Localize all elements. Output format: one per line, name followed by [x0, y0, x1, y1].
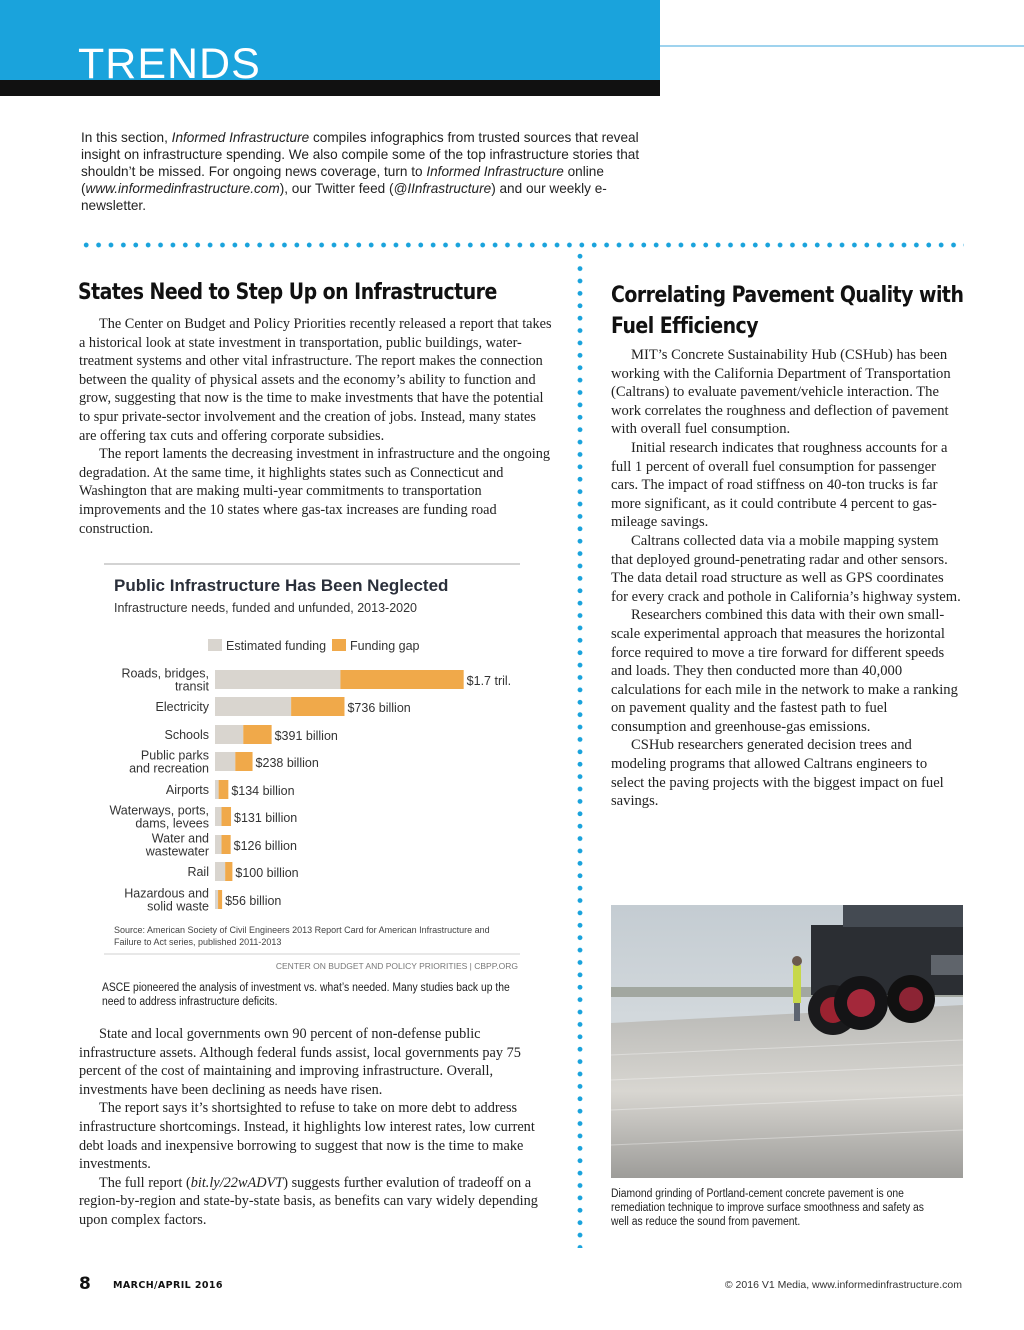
headline-line-2: Fuel Efficiency: [611, 314, 759, 339]
intro-text-3: online (: [81, 164, 604, 196]
bar-estimated-funding: [215, 697, 291, 716]
bar-estimated-funding: [215, 862, 225, 881]
copyright-notice: © 2016 V1 Media, www.informedinfrastructure.com: [724, 1279, 962, 1291]
body-paragraph: [79, 1174, 552, 1230]
bar-funding-gap: [235, 752, 252, 771]
bar-funding-gap: [218, 890, 222, 909]
chart-subtitle: Infrastructure needs, funded and unfunded, 2013-2020: [114, 601, 418, 615]
bar-funding-gap: [243, 725, 271, 744]
category-label: Schools: [164, 728, 209, 742]
chart-credit: CENTER ON BUDGET AND POLICY PRIORITIES | CBPP.ORG: [275, 961, 518, 971]
bar-value-label: $126 billion: [233, 839, 297, 853]
paragraph-text: ) suggests further evalution of tradeoff on a region-by-region and state-by-state basis, as benefits can vary widely depending upon complex factors.: [79, 1174, 538, 1228]
body-paragraph: Caltrans collected data via a mobile mapping system that deployed ground-penetrating radar and other sensors. The data detail road structure as well as GPS coordinates for every crack and pothole in California’s highway system.: [611, 532, 961, 605]
bar-estimated-funding: [215, 807, 222, 826]
photo-illustration: [611, 905, 963, 1178]
category-label: Rail: [187, 865, 209, 879]
chart-source: Source: American Society of Civil Engineers 2013 Report Card for American Infrastructure and: [114, 925, 490, 935]
chart-caption: ASCE pioneered the analysis of investment vs. what’s needed. Many studies back up the need to address infrastructure deficits.: [102, 982, 510, 1008]
dotted-divider-vertical: [575, 250, 585, 1248]
page-number: 8: [79, 1274, 91, 1294]
bar-estimated-funding: [215, 752, 235, 771]
bar-funding-gap: [340, 670, 463, 689]
chart-source: Failure to Act series, published 2011-2013: [114, 937, 282, 947]
bar-estimated-funding: [215, 890, 218, 909]
bar-value-label: $736 billion: [347, 701, 411, 715]
category-label: Electricity: [155, 700, 209, 714]
bar-value-label: $100 billion: [235, 866, 299, 880]
bar-estimated-funding: [215, 725, 243, 744]
category-label: dams, levees: [135, 816, 209, 831]
pavement-photo: [611, 905, 963, 1178]
bar-funding-gap: [219, 780, 229, 799]
bar-estimated-funding: [215, 780, 219, 799]
section-intro: [81, 129, 641, 214]
intro-text-1: In this section,: [81, 130, 172, 145]
bar-value-label: $134 billion: [231, 784, 295, 798]
category-label: Water and: [151, 831, 209, 846]
body-paragraph: State and local governments own 90 percent of non-defense public infrastructure assets. Although federal funds assist, local governments pay 75 percent of the cost of maintaining and improving infrastructure. Overall, investments have been declining as needs have risen.: [79, 1026, 521, 1098]
chart-svg: [104, 560, 522, 972]
body-paragraph: The report says it’s shortsighted to refuse to take on more debt to address infrastructure shortcomings. Instead, it highlights low interest rates, low current debt loads and inexpensive borrowing to suggest that now is the time to make investments.: [79, 1100, 535, 1173]
body-paragraph: The Center on Budget and Policy Priorities recently released a report that takes a historical look at state investment in transportation, public buildings, water-treatment systems and other vital infrastructure. The report makes the connection between the quality of physical assets and the economy’s ability to function and grow, suggesting that now is the time to make investments that have the potential to spur private-sector involvement and the creation of jobs. Instead, many states are offering tax cuts and offering corporate subsidies.: [79, 316, 552, 444]
body-paragraph: Researchers combined this data with their own small-scale experimental approach that measures the horizontal force required to move a tire forward for different speeds and loads. They then conducted more than 40,000 calculations for each mile in the network to make a ranking on pavement quality and the fastest path to fuel consumption and greenhouse-gas emissions.: [611, 607, 958, 735]
left-article-headline: States Need to Step Up on Infrastructure: [78, 280, 497, 305]
intro-website: www.informedinfrastructure.com: [85, 181, 280, 196]
issue-date: MARCH/APRIL 2016: [113, 1280, 223, 1291]
category-label: Public parks: [140, 748, 209, 763]
bar-funding-gap: [222, 807, 231, 826]
bar-value-label: $391 billion: [274, 729, 338, 743]
body-paragraph: The report laments the decreasing investment in infrastructure and the ongoing degradation. At the same time, it highlights states such as Connecticut and Washington that are making multi-year commitments to transportation improvements and the 10 states where gas-tax increases are funding road construction.: [79, 446, 551, 537]
bar-funding-gap: [291, 697, 344, 716]
chart-title: Public Infrastructure Has Been Neglected: [114, 576, 449, 595]
bar-estimated-funding: [215, 670, 340, 689]
legend-swatch-funding: [208, 639, 222, 651]
left-article-body-top: [79, 315, 552, 538]
right-article-body: [611, 346, 963, 811]
bar-funding-gap: [222, 835, 231, 854]
intro-italic-1: Informed Infrastructure: [171, 130, 310, 145]
left-article-body-bottom: [79, 1025, 552, 1230]
bar-value-label: $131 billion: [234, 811, 298, 825]
category-label: and recreation: [129, 761, 209, 776]
dotted-divider-horizontal: [80, 241, 964, 249]
category-label: Hazardous and: [124, 886, 209, 901]
body-paragraph: MIT’s Concrete Sustainability Hub (CSHub) has been working with the California Department of Transportation (Caltrans) to evaluate pavement/vehicle interaction. The work correlates the roughness and deflection of pavement with overall fuel consumption.: [611, 347, 951, 438]
category-label: wastewater: [145, 844, 209, 859]
photo-caption: Diamond grinding of Portland-cement concrete pavement is one remediation technique to improve surface smoothness and safety as well as reduce the sound from pavement.: [611, 1188, 924, 1228]
bar-estimated-funding: [215, 835, 222, 854]
category-label: transit: [174, 679, 209, 694]
body-paragraph: Initial research indicates that roughness accounts for a full 1 percent of overall fuel consumption for passenger cars. The impact of road stiffness on 40-ton trucks is far more significant, as it could contribute 4 percent to gas-mileage savings.: [611, 439, 948, 531]
legend-swatch-gap: [332, 639, 346, 651]
legend-label-gap: Funding gap: [350, 639, 420, 653]
category-label: Roads, bridges,: [121, 666, 209, 681]
infrastructure-chart: [104, 560, 522, 972]
body-paragraph: CSHub researchers generated decision trees and modeling programs that allowed Caltrans engineers to select the paving projects with the biggest impact on fuel savings.: [611, 737, 944, 810]
intro-italic-2: Informed Infrastructure: [426, 164, 564, 179]
paragraph-text: The full report (: [99, 1174, 191, 1191]
legend-label-funding: Estimated funding: [226, 639, 327, 653]
section-title: TRENDS: [78, 40, 261, 88]
intro-text-2: compiles infographics from trusted sources that reveal insight on infrastructure spending. We also compile some of the top infrastructure stories that shouldn’t be missed. For ongoing news coverage, turn to: [81, 130, 640, 179]
category-label: solid waste: [147, 899, 209, 914]
header-rule: [660, 0, 1024, 47]
bar-value-label: $1.7 tril.: [466, 674, 512, 688]
intro-text-5: ) and our weekly e-newsletter.: [81, 181, 607, 213]
right-article-headline: [611, 280, 963, 342]
category-label: Airports: [165, 783, 209, 797]
category-label: Waterways, ports,: [109, 803, 209, 818]
intro-twitter: @IInfrastructure: [393, 181, 492, 196]
bar-funding-gap: [225, 862, 232, 881]
bar-value-label: $56 billion: [225, 894, 282, 908]
report-link[interactable]: bit.ly/22wADVT: [190, 1174, 284, 1191]
bar-value-label: $238 billion: [255, 756, 319, 770]
headline-line-1: Correlating Pavement Quality with: [611, 283, 964, 308]
intro-text-4: ), our Twitter feed (: [279, 181, 394, 196]
